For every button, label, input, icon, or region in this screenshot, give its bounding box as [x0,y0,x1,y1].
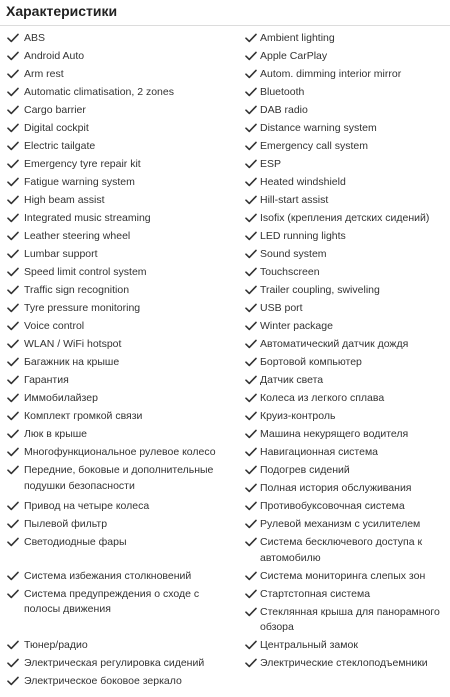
feature-item [237,318,450,336]
feature-item [0,637,237,655]
feature-label: Hill-start assist [260,194,329,206]
feature-item [0,568,237,586]
check-icon [7,69,19,79]
feature-label: Sound system [260,248,327,260]
check-icon [245,607,257,617]
feature-item [0,444,237,462]
feature-item [0,408,237,426]
feature-item [237,586,450,604]
feature-item [0,282,237,300]
check-icon [245,640,257,650]
check-icon [245,411,257,421]
feature-item [0,673,237,691]
check-icon [245,141,257,151]
check-icon [245,51,257,61]
check-icon [7,658,19,668]
feature-label: Autom. dimming interior mirror [260,68,402,80]
check-icon [245,285,257,295]
feature-label: Ambient lighting [260,32,335,44]
feature-label: Комплект громкой связи [24,410,143,422]
feature-label: Traffic sign recognition [24,284,130,296]
feature-label: Digital cockpit [24,122,89,134]
feature-item [237,534,450,568]
check-icon [245,195,257,205]
check-icon [7,303,19,313]
feature-item [0,586,237,620]
feature-item [237,30,450,48]
feature-label: Люк в крыше [24,428,88,440]
check-icon [245,267,257,277]
feature-item [0,30,237,48]
feature-label: Система бесключевого доступа к автомобилю [260,536,423,564]
feature-item [237,568,450,586]
check-icon [245,429,257,439]
check-icon [245,483,257,493]
feature-item [0,228,237,246]
feature-stack [237,462,450,498]
feature-item [237,84,450,102]
check-icon [245,357,257,367]
feature-label: Привод на четыре колеса [24,500,150,512]
check-icon [245,447,257,457]
feature-item [0,300,237,318]
feature-item [237,516,450,534]
feature-label: Android Auto [24,50,85,62]
feature-item [237,390,450,408]
feature-item [0,372,237,390]
feature-item [237,462,450,480]
feature-label: Многофункциональное рулевое колесо [24,446,216,458]
feature-item [0,354,237,372]
feature-item [237,637,450,655]
feature-label: Пылевой фильтр [24,518,108,530]
feature-item [0,462,237,496]
feature-item [237,48,450,66]
feature-item [0,156,237,174]
check-icon [7,231,19,241]
feature-item [0,120,237,138]
feature-item [237,480,450,498]
feature-label: Tyre pressure monitoring [24,302,141,314]
feature-label: Передние, боковые и дополнительные подушки безопасности [24,464,214,492]
feature-label: Arm rest [24,68,64,80]
feature-item [237,174,450,192]
check-icon [245,159,257,169]
check-icon [245,375,257,385]
feature-label: Центральный замок [260,639,358,651]
feature-item [237,66,450,84]
feature-label: ABS [24,32,46,44]
check-icon [245,249,257,259]
check-icon [7,571,19,581]
feature-stack [237,586,450,638]
check-icon [7,33,19,43]
feature-item [237,300,450,318]
feature-item [237,408,450,426]
feature-label: Система мониторинга слепых зон [260,569,426,582]
check-icon [7,195,19,205]
feature-label: Рулевой механизм с усилителем [260,518,421,530]
check-icon [7,321,19,331]
feature-label: Машина некурящего водителя [260,428,409,440]
check-icon [7,676,19,686]
check-icon [7,159,19,169]
check-icon [7,465,19,475]
feature-label: DAB radio [260,104,308,116]
check-icon [7,429,19,439]
feature-label: Электрическое боковое зеркало [24,675,182,687]
check-icon [7,213,19,223]
feature-label: Leather steering wheel [24,230,131,242]
feature-label: Автоматический датчик дождя [260,338,409,350]
check-icon [7,501,19,511]
feature-item [0,390,237,408]
feature-label: Полная история обслуживания [260,482,412,494]
feature-item [237,336,450,354]
feature-item [237,498,450,516]
check-icon [7,640,19,650]
feature-label: Круиз-контроль [260,410,336,422]
feature-item [0,210,237,228]
check-icon [245,69,257,79]
feature-label: Система предупреждения о сходе с полосы движения [24,587,200,615]
check-icon [245,177,257,187]
feature-label: Electric tailgate [24,140,96,152]
feature-label: Система избежания столкновений [24,569,192,582]
feature-label: Тюнер/радио [24,639,88,651]
feature-label: Winter package [260,320,333,332]
feature-item [0,655,237,673]
feature-item [0,66,237,84]
feature-item [0,48,237,66]
check-icon [7,249,19,259]
feature-item [237,102,450,120]
feature-label: Isofix (крепления детских сидений) [260,212,430,224]
feature-item [237,604,450,638]
check-icon [7,537,19,547]
feature-label: Speed limit control system [24,266,147,278]
feature-label: Колеса из легкого сплава [260,392,385,404]
check-icon [245,658,257,668]
feature-label: Бортовой компьютер [260,356,362,368]
check-icon [245,465,257,475]
feature-item [237,655,450,673]
feature-item [237,354,450,372]
check-icon [7,285,19,295]
check-icon [7,447,19,457]
check-icon [245,123,257,133]
check-icon [7,519,19,529]
check-icon [245,519,257,529]
feature-label: Стартстопная система [260,587,371,600]
check-icon [245,589,257,599]
feature-label: Voice control [24,320,85,332]
feature-label: Cargo barrier [24,104,86,116]
check-icon [245,571,257,581]
feature-label: Lumbar support [24,248,98,260]
section-title: Характеристики [6,3,118,19]
feature-item [0,498,237,516]
check-icon [7,375,19,385]
feature-item [0,264,237,282]
feature-item [237,120,450,138]
feature-label: Bluetooth [260,86,305,98]
feature-item [237,372,450,390]
feature-label: Светодиодные фары [24,536,127,548]
check-icon [245,321,257,331]
feature-label: Integrated music streaming [24,212,151,224]
feature-label: Датчик света [260,374,324,386]
feature-label: USB port [260,302,303,314]
check-icon [245,231,257,241]
check-icon [7,105,19,115]
feature-label: Automatic climatisation, 2 zones [24,86,174,98]
check-icon [7,339,19,349]
feature-label: WLAN / WiFi hotspot [24,338,122,350]
feature-label: Электрические стеклоподъемники [260,657,428,669]
check-icon [7,267,19,277]
check-icon [245,105,257,115]
feature-item [0,534,237,567]
check-icon [7,357,19,367]
check-icon [7,141,19,151]
feature-item [0,174,237,192]
check-icon [245,393,257,403]
feature-label: Электрическая регулировка сидений [24,657,205,669]
feature-item [0,192,237,210]
check-icon [245,501,257,511]
feature-label: Навигационная система [260,446,379,458]
feature-label: Apple CarPlay [260,50,328,62]
feature-label: Touchscreen [260,266,320,278]
feature-item [0,246,237,264]
feature-label: Багажник на крыше [24,356,120,368]
feature-label: Стеклянная крыша для панорамного обзора [260,605,440,633]
feature-label: High beam assist [24,194,105,206]
feature-item [0,138,237,156]
check-icon [245,87,257,97]
check-icon [7,393,19,403]
feature-label: ESP [260,158,282,170]
feature-label: LED running lights [260,230,346,242]
feature-item [237,156,450,174]
feature-item [0,336,237,354]
feature-label: Противобуксовочная система [260,500,405,512]
feature-item [237,282,450,300]
feature-item [237,444,450,462]
feature-item [237,138,450,156]
check-icon [245,303,257,313]
check-icon [7,411,19,421]
features-grid [0,30,450,691]
feature-label: Подогрев сидений [260,464,350,476]
empty-cell [237,673,450,691]
check-icon [7,123,19,133]
check-icon [7,589,19,599]
feature-label: Trailer coupling, swiveling [260,284,380,296]
feature-label: Иммобилайзер [24,392,98,404]
feature-label: Emergency tyre repair kit [24,158,141,170]
check-icon [7,177,19,187]
feature-label: Distance warning system [260,122,377,134]
feature-label: Гарантия [24,374,69,386]
feature-item [237,192,450,210]
feature-item [237,264,450,282]
check-icon [245,213,257,223]
feature-item [0,318,237,336]
feature-item [237,246,450,264]
feature-item [0,516,237,534]
feature-item [237,426,450,444]
title-divider [0,25,450,26]
feature-label: Heated windshield [260,176,346,188]
feature-item [0,102,237,120]
check-icon [245,339,257,349]
check-icon [245,33,257,43]
check-icon [7,51,19,61]
feature-item [0,84,237,102]
feature-item [0,426,237,444]
check-icon [245,537,257,547]
feature-label: Emergency call system [260,140,368,152]
check-icon [7,87,19,97]
feature-item [237,228,450,246]
feature-item [237,210,450,228]
feature-label: Fatigue warning system [24,176,135,188]
